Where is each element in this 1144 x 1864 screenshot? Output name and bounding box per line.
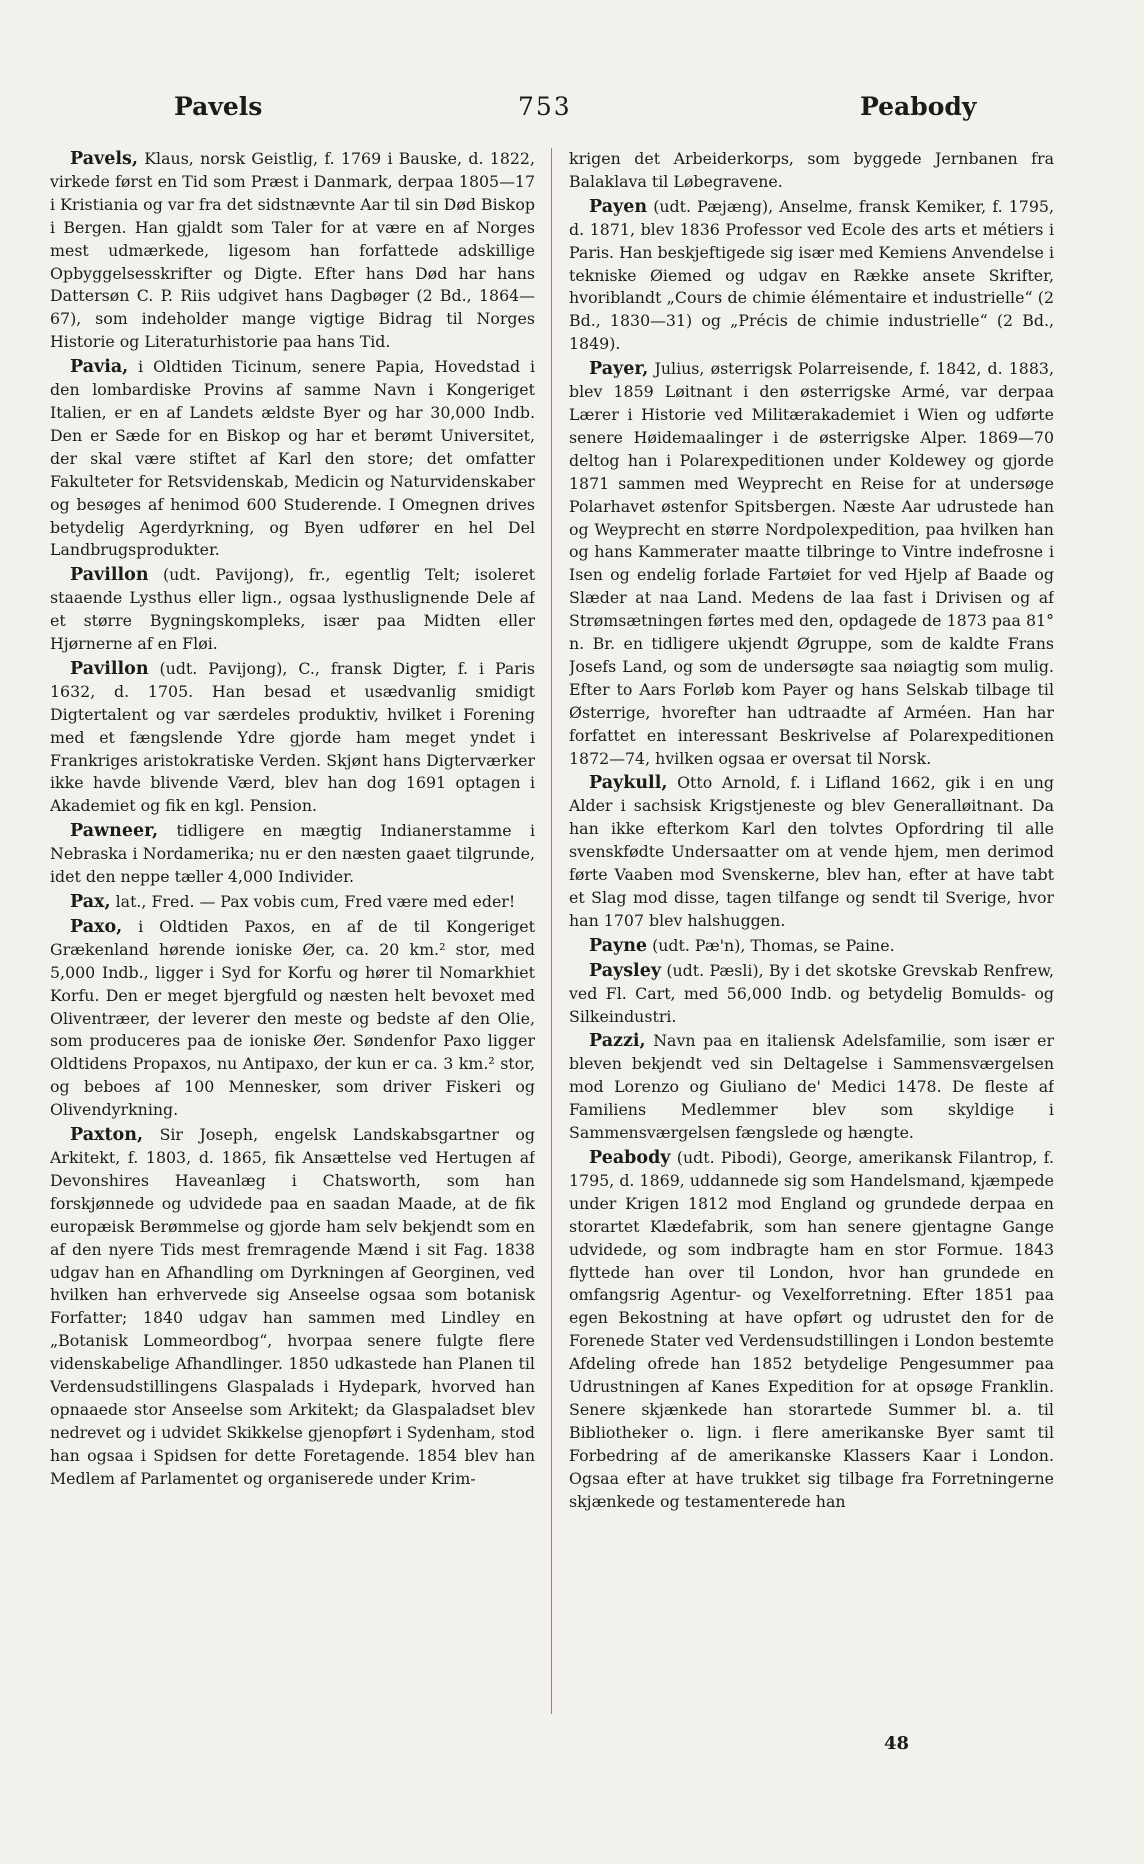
entry-text: Otto Arnold, f. i Lifland 1662, gik i en ung Alder i sachsisk Krigstjeneste og blev Generalløitnant. Da han ikke efterkom Karl den tolvtes Opfordring til alle svenskfødte Undersaatter om at vende hjem, men derimod førte Vaaben mod Svenskerne, blev han, efter at have tabt et Slag mod disse, tagen tilfange og sendt til Sverige, hvor han 1707 blev halshuggen. [569,773,1054,930]
entry-headword: Pavillon [70,658,149,679]
entry-headword: Pavels, [70,149,138,169]
dictionary-entry [50,564,535,656]
dictionary-entry [569,196,1054,356]
entry-headword: Pax, [70,892,111,912]
dictionary-entry [569,935,1054,958]
entry-headword: Peabody [589,1147,671,1168]
entry-text: Navn paa en italiensk Adelsfamilie, som især er bleven bekjendt ved sin Deltagelse i Sammensværgelsen mod Lorenzo og Giuliano de' Medici 1478. De fleste af Familiens Medlemmer blev som skyldige i Sammensværgelsen fængslede og hængte. [569,1031,1054,1143]
entry-headword: Pavillon [70,565,149,586]
left-column [50,148,535,1718]
running-head [70,92,1070,132]
entry-text: lat., Fred. — Pax vobis cum, Fred være med eder! [115,892,516,911]
entry-text: (udt. Pavijong), C., fransk Digter, f. i Paris 1632, d. 1705. Han besad et usædvanlig smidigt Digtertalent og var særdeles produktiv, hvilket i Forening med et fængslende Ydre gjorde ham meget yndet i Frankriges aristokratiske Verden. Skjønt hans Digterværker ikke havde blivende Værd, blev han dog 1691 optagen i Akademiet og fik en kgl. Pension. [50,658,535,816]
entry-text: (udt. Pæjæng), Anselme, fransk Kemiker, f. 1795, d. 1871, blev 1836 Professor ved Ecole des arts et métiers i Paris. Han beskjeftigede sig især med Kemiens Anvendelse i tekniske Øiemed og udgav en Række ansete Skrifter, hvoriblandt „Cours de chimie élémentaire et industrielle“ (2 Bd., 1830—31) og „Précis de chimie industrielle“ (2 Bd., 1849). [569,196,1054,354]
entry-text: krigen det Arbeiderkorps, som byggede Jernbanen fra Balaklava til Løbegravene. [569,149,1054,191]
entry-text: (udt. Pæ'n), Thomas, se Paine. [652,935,895,955]
entry-headword: Paxo, [70,916,123,937]
dictionary-entry [50,891,535,914]
dictionary-entry [50,658,535,818]
entry-text: (udt. Pibodi), George, amerikansk Filantrop, f. 1795, d. 1869, uddannede sig som Handelsmand, kjæmpede under Krigen 1812 mod England og grundede derpaa en storartet Klædefabrik, som han senere gjentagne Gange udvidede, og som indbragte ham en stor Formue. 1843 flyttede han over til London, hvor han grundede en omfangsrig Agentur- og Vexelforretning. Efter 1851 paa egen Bekostning at have opført og udrustet den for de Forenede Stater ved Verdensudstillingen i London bestemte Afdeling ofrede han 1852 betydelige Pengesummer paa Udrustningen af Kanes Expedition for at opsøge Franklin. Senere skjænkede han storartede Summer bl. a. til Bibliotheker o. lign. i flere amerikanske Byer samt til Forbedring af de amerikanske Klassers Kaar i London. Ogsaa efter at have trukket sig tilbage fra Forretningerne skjænkede og testamenterede han [569,1147,1054,1511]
right-column [569,148,1054,1718]
entry-headword: Payne [589,935,648,956]
entry-text: (udt. Pæsli), By i det skotske Grevskab Renfrew, ved Fl. Cart, med 56,000 Indb. og betydelig Bomulds- og Silkeindustri. [569,960,1054,1026]
column-divider [551,148,552,1714]
dictionary-entry [50,916,535,1122]
dictionary-entry [569,772,1054,932]
entry-headword: Pavia, [70,357,129,378]
entry-text: Julius, østerrigsk Polarreisende, f. 1842, d. 1883, blev 1859 Løitnant i den østerrigske Armé, var derpaa Lærer i Historie ved Militærakademiet i Wien og udførte senere Høidemaalinger i de østerrigske Alper. 1869—70 deltog han i Polarexpeditionen under Koldewey og gjorde 1871 sammen med Weyprecht en Reise for at undersøge Polarhavet østenfor Spitsbergen. Næste Aar udrustede han og Weyprecht en større Nordpolexpedition, paa hvilken han og hans Kammerater maatte tilbringe to Vintre indefrosne i Isen og endelig forlade Fartøiet for ved Hjelp af Baade og Slæder at naa Land. Medens de laa fast i Drivisen og af Strømsætningen førtes med den, opdagede de 1873 paa 81° n. Br. en tidligere ukjendt Øgruppe, som de kaldte Frans Josefs Land, og som de undersøgte saa nøiagtig som mulig. Efter to Aars Forløb kom Payer og hans Selskab tilbage til Østerrige, hvorefter han udtraadte af Arméen. Han har forfattet en interessant Beskrivelse af Polarexpeditionen 1872—74, hvilken ogsaa er oversat til Norsk. [569,359,1054,768]
entry-headword: Paysley [589,960,661,981]
entry-headword: Payen [589,196,648,217]
dictionary-entry [50,820,535,889]
dictionary-entry [569,1147,1054,1514]
page-number: 753 [518,92,572,121]
dictionary-entry [50,356,535,562]
entry-text: Klaus, norsk Geistlig, f. 1769 i Bauske, d. 1822, virkede først en Tid som Præst i Danmark, derpaa 1805—17 i Kristiania og var fra det sidstnævnte Aar til sin Død Biskop i Bergen. Han gjaldt som Taler for at være en af Norges mest udmærkede, ligesom han forfattede adskillige Opbyggelsesskrifter og Digte. Efter hans Død har hans Dattersøn C. P. Riis udgivet hans Dagbøger (2 Bd., 1864—67), som indeholder mange vigtige Bidrag til Norges Historie og Literaturhistorie paa hans Tid. [50,149,535,352]
header-left-word: Pavels [174,92,263,121]
dictionary-entry [50,148,535,354]
entry-text: i Oldtiden Ticinum, senere Papia, Hovedstad i den lombardiske Provins af samme Navn i Kongeriget Italien, er en af Landets ældste Byer og har 30,000 Indb. Den er Sæde for en Biskop og har et berømt Universitet, der skal være stiftet af Karl den store; det omfatter Fakulteter for Retsvidenskab, Medicin og Naturvidenskaber og besøges af henimod 600 Studerende. I Omegnen drives betydelig Agerdyrkning, og Byen udfører en hel Del Landbrugsprodukter. [50,357,535,560]
entry-headword: Payer, [589,359,649,380]
dictionary-entry [569,960,1054,1029]
entry-headword: Paykull, [589,773,668,794]
entry-headword: Pazzi, [589,1031,646,1052]
entry-text: (udt. Pavijong), fr., egentlig Telt; isoleret staaende Lysthus eller lign., ogsaa lysthuslignende Dele af et større Bygningskompleks, især paa Midten eller Hjørnerne af en Fløi. [50,565,535,654]
entry-text: Sir Joseph, engelsk Landskabsgartner og Arkitekt, f. 1803, d. 1865, fik Ansættelse ved Hertugen af Devonshires Haveanlæg i Chatsworth, som han forskjønnede og udvidede paa en saadan Maade, at de fik europæisk Berømmelse og gjorde ham selv bekjendt som en af den nyere Tids mest fremragende Mænd i sit Fag. 1838 udgav han en Afhandling om Dyrkningen af Georginen, ved hvilken han erhvervede sig Anseelse ogsaa som botanisk Forfatter; 1840 udgav han sammen med Lindley en „Botanisk Lommeordbog“, hvorpaa senere fulgte flere videnskabelige Afhandlinger. 1850 udkastede han Planen til Verdensudstillingens Glaspalads i Hydepark, hvorved han opnaaede stor Anseelse som Arkitekt; da Glaspaladset blev nedrevet og i udvidet Skikkelse gjenopført i Sydenham, stod han ogsaa i Spidsen for dette Foretagende. 1854 blev han Medlem af Parlamentet og organiserede under Krim- [50,1125,535,1488]
entry-headword: Pawneer, [70,821,159,842]
dictionary-entry [50,1124,535,1491]
signature-mark: 48 [884,1733,910,1754]
dictionary-entry [569,1030,1054,1145]
dictionary-entry [569,148,1054,194]
entry-text: tidligere en mægtig Indianerstamme i Nebraska i Nordamerika; nu er den næsten gaaet tilgrunde, idet den neppe tæller 4,000 Individer. [50,821,535,887]
dictionary-entry [569,358,1054,770]
header-right-word: Peabody [860,92,977,121]
entry-headword: Paxton, [70,1125,144,1146]
entry-text: i Oldtiden Paxos, en af de til Kongeriget Grækenland hørende ioniske Øer, ca. 20 km.² stor, med 5,000 Indb., ligger i Syd for Korfu og hører til Nomarkhiet Korfu. Den er meget bjergfuld og næsten helt bevoxet med Oliventræer, der leverer den meste og bedste af den Olie, som produceres paa de ioniske Øer. Søndenfor Paxo ligger Oldtidens Propaxos, nu Antipaxo, der kun er ca. 3 km.² stor, og beboes af 100 Mennesker, som driver Fiskeri og Olivendyrkning. [50,916,535,1120]
